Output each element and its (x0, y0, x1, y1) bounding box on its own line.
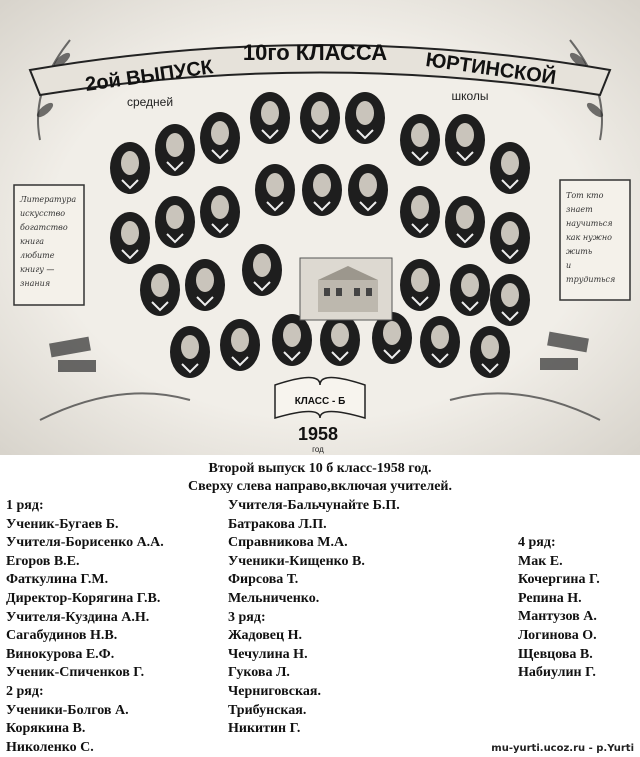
name-line: 1 ряд: (6, 498, 44, 513)
portrait (255, 164, 295, 216)
name-line: Фирсова Т. (228, 572, 299, 588)
banner-center-text: 10го КЛАССА (242, 40, 388, 65)
name-line: Николенко С. (6, 739, 94, 755)
names-column-right (518, 534, 600, 683)
caption-line-2: Сверху слева направо,включая учителей. (188, 479, 452, 494)
name-line: Мак Е. (518, 553, 563, 569)
caption-line-1: Второй выпуск 10 б класс-1958 год. (208, 461, 432, 476)
portrait (155, 124, 195, 176)
name-line: Ученики-Болгов А. (6, 702, 129, 718)
name-line: Жадовец Н. (228, 628, 302, 644)
portrait (155, 196, 195, 248)
portrait (445, 114, 485, 166)
name-line: Чечулина Н. (228, 646, 308, 662)
name-line: Справникова М.А. (228, 535, 348, 551)
site-watermark: mu-yurti.ucoz.ru - p.Yurti (491, 743, 634, 754)
portrait (400, 186, 440, 238)
name-line: Ученики-Кищенко В. (228, 553, 365, 569)
name-line: Черниговская. (228, 683, 321, 699)
banner-sub-left: средней (126, 95, 174, 109)
portrait (272, 314, 312, 366)
banner-left-text: 2ой ВЫПУСК (83, 56, 215, 96)
portrait (185, 259, 225, 311)
right-poem-text: Тот кто знает научиться как нужно жить и трудиться (566, 191, 616, 284)
portrait (302, 164, 342, 216)
name-line: Гукова Л. (228, 665, 290, 681)
name-line: 3 ряд: (228, 609, 266, 625)
portrait (400, 259, 440, 311)
name-line: Кочергина Г. (518, 572, 600, 588)
name-line: Ученик-Бугаев Б. (6, 516, 119, 532)
banner-sub-right: школы (451, 89, 489, 103)
names-column-left (6, 497, 164, 757)
name-line: Учителя-Бальчунайте Б.П. (228, 498, 400, 513)
left-poem-text: Литература искусство богатство книга любите книгу — знания (20, 195, 77, 288)
name-line: Мельниченко. (228, 590, 320, 606)
name-line: Винокурова Е.Ф. (6, 646, 115, 662)
portrait (348, 164, 388, 216)
name-line: Сагабудинов Н.В. (6, 628, 118, 644)
name-line: Корякина В. (6, 721, 86, 737)
name-line: Набиулин Г. (518, 665, 596, 681)
portrait (420, 316, 460, 368)
name-line: Егоров В.Е. (6, 553, 80, 569)
portrait (220, 319, 260, 371)
portrait (345, 92, 385, 144)
class-book (275, 378, 365, 419)
portrait (200, 112, 240, 164)
portrait (110, 142, 150, 194)
names-column-middle (228, 497, 400, 739)
right-scroll (560, 180, 630, 300)
portrait (300, 92, 340, 144)
portrait (445, 196, 485, 248)
portrait (200, 186, 240, 238)
portrait (110, 212, 150, 264)
name-line: 2 ряд: (6, 683, 44, 699)
portrait (490, 274, 530, 326)
banner-right-text: ЮРТИНСКОЙ (424, 49, 558, 90)
portrait (320, 314, 360, 366)
portrait (250, 92, 290, 144)
portrait (242, 244, 282, 296)
portrait (400, 114, 440, 166)
name-line: Трибунская. (228, 702, 307, 718)
name-line: 4 ряд: (518, 535, 556, 550)
name-line: Репина Н. (518, 590, 582, 606)
name-line: Фаткулина Г.М. (6, 572, 109, 588)
portrait (140, 264, 180, 316)
name-line: Учителя-Борисенко А.А. (6, 535, 164, 551)
name-line: Учителя-Куздина А.Н. (6, 609, 150, 625)
name-line: Батракова Л.П. (228, 516, 327, 532)
name-line: Никитин Г. (228, 721, 301, 737)
portrait (170, 326, 210, 378)
class-label: КЛАСС - Б (294, 396, 346, 407)
name-line: Щевцова В. (518, 646, 593, 662)
portrait (490, 142, 530, 194)
year-sub-label: год (312, 445, 324, 454)
portrait (490, 212, 530, 264)
name-line: Ученик-Спиченков Г. (6, 665, 145, 681)
portrait (450, 264, 490, 316)
name-line: Мантузов А. (518, 609, 597, 625)
name-line: Директор-Корягина Г.В. (6, 590, 161, 606)
name-line: Логинова О. (518, 627, 597, 643)
portrait (470, 326, 510, 378)
school-building-image (300, 258, 392, 320)
year-label: 1958 (297, 424, 339, 444)
left-scroll (14, 185, 84, 305)
